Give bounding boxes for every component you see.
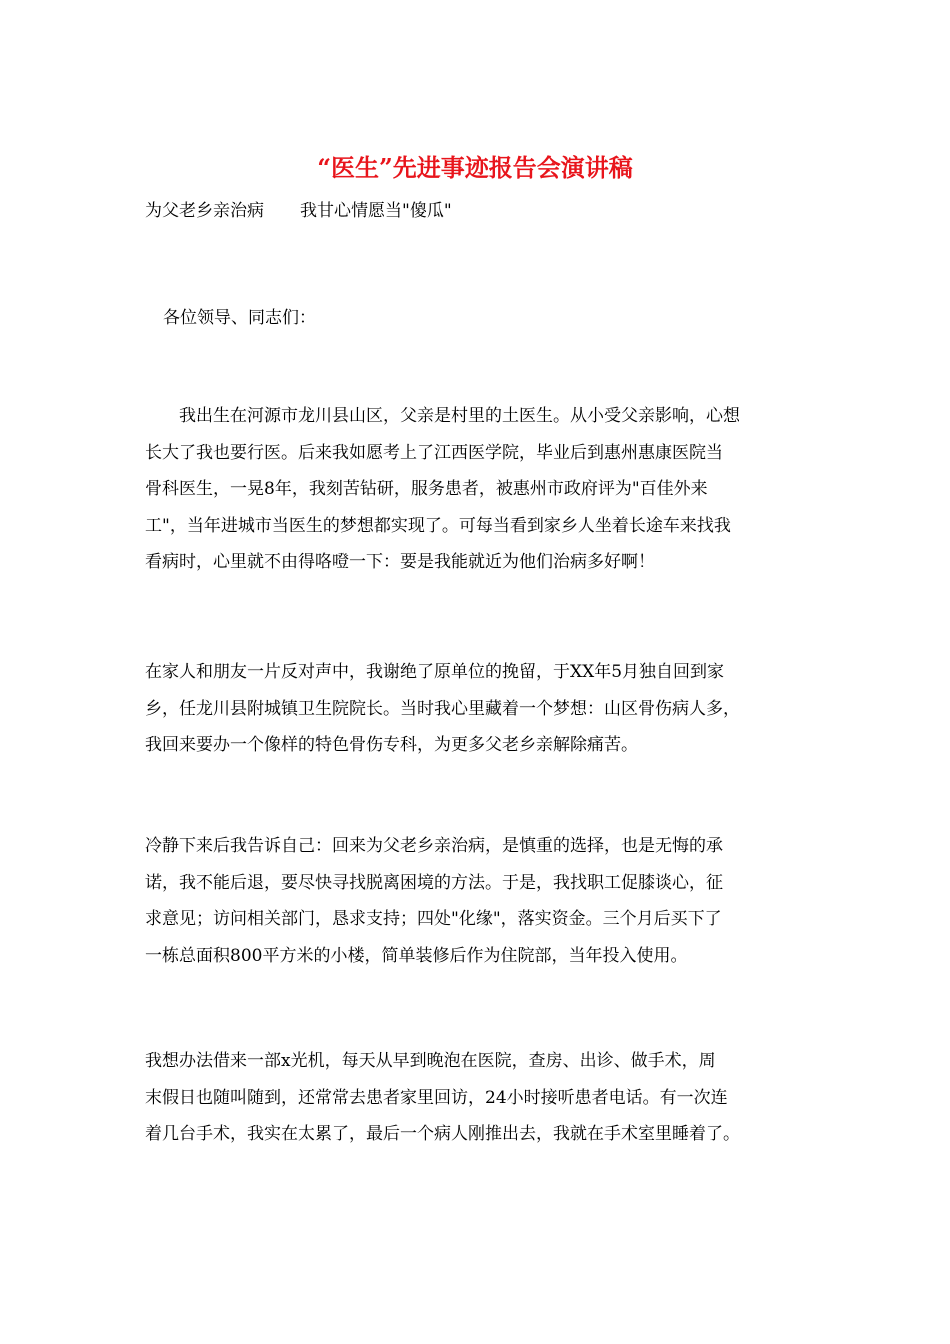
title-main-part: 先进事迹报告会演讲稿 — [392, 153, 633, 182]
paragraph-2 — [145, 654, 810, 764]
paragraph-line: 长大了我也要行医。后来我如愿考上了江西医学院，毕业后到惠州惠康医院当 — [145, 442, 723, 463]
paragraph-4 — [145, 1043, 810, 1153]
document-title — [0, 150, 950, 186]
paragraph-line: 冷静下来后我告诉自己：回来为父老乡亲治病，是慎重的选择，也是无悔的承 — [145, 836, 723, 856]
paragraph-line: 我出生在河源市龙川县山区，父亲是村里的土医生。从小受父亲影响，心想 — [179, 406, 740, 426]
paragraph-line: 一栋总面积800平方米的小楼，简单装修后作为住院部，当年投入使用。 — [145, 945, 688, 966]
paragraph-line: 末假日也随叫随到，还常常去患者家里回访，24小时接听患者电话。有一次连 — [145, 1087, 728, 1108]
subtitle-right: 我甘心情愿当"傻瓜" — [300, 201, 452, 221]
paragraph-line: 诺，我不能后退，要尽快寻找脱离困境的方法。于是，我找职工促膝谈心，征 — [145, 872, 723, 893]
paragraph-line: 在家人和朋友一片反对声中，我谢绝了原单位的挽留，于XX年5月独自回到家 — [145, 662, 725, 682]
paragraph-line: 求意见；访问相关部门，恳求支持；四处"化缘"，落实资金。三个月后买下了 — [145, 909, 722, 929]
paragraph-1 — [145, 398, 810, 581]
paragraph-line: 乡，任龙川县附城镇卫生院院长。当时我心里藏着一个梦想：山区骨伤病人多， — [145, 698, 740, 719]
paragraph-line: 着几台手术，我实在太累了，最后一个病人刚推出去，我就在手术室里睡着了。 — [145, 1124, 740, 1144]
paragraph-line: 骨科医生，一晃8年，我刻苦钻研，服务患者，被惠州市政府评为"百佳外来 — [145, 479, 708, 499]
paragraph-line: 我回来要办一个像样的特色骨伤专科，为更多父老乡亲解除痛苦。 — [145, 735, 638, 755]
paragraph-line: 看病时，心里就不由得咯噔一下：要是我能就近为他们治病多好啊！ — [145, 552, 655, 572]
paragraph-line: 我想办法借来一部x光机，每天从早到晚泡在医院，查房、出诊、做手术，周 — [145, 1051, 716, 1071]
document-subtitle — [145, 197, 452, 225]
subtitle-left: 为父老乡亲治病 — [145, 201, 264, 221]
paragraph-3 — [145, 828, 810, 974]
salutation: 各位领导、同志们： — [163, 308, 316, 328]
title-quoted-part: “医生” — [317, 153, 393, 182]
paragraph-line: 工"，当年进城市当医生的梦想都实现了。可每当看到家乡人坐着长途车来找我 — [145, 515, 731, 536]
